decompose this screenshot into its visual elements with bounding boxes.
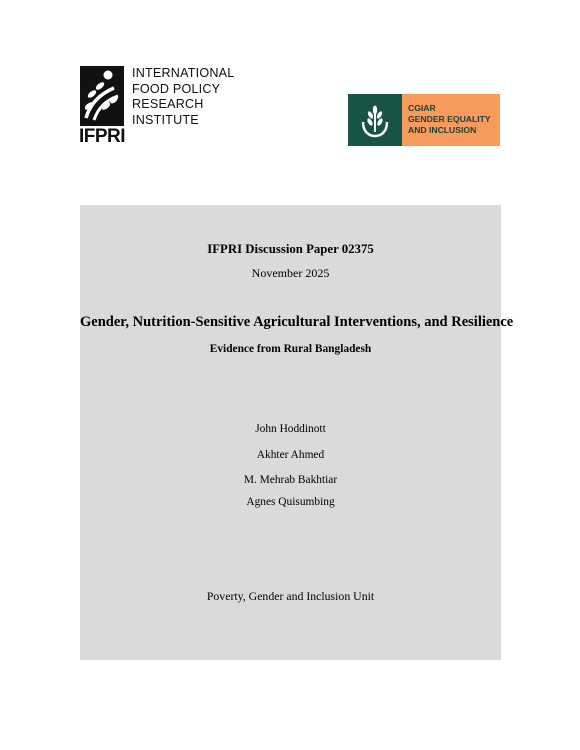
author-name: Akhter Ahmed (256, 449, 325, 461)
author-name: John Hoddinott (255, 423, 326, 435)
cgiar-wheat-icon (348, 94, 402, 146)
paper-subtitle: Evidence from Rural Bangladesh (209, 343, 372, 355)
paper-title: Gender, Nutrition-Sensitive Agricultural Interventions, and Resilience (80, 314, 514, 330)
publication-date: November 2025 (251, 266, 330, 280)
cgiar-label-line: CGIAR (408, 103, 436, 113)
ifpri-wordmark-line: INTERNATIONAL (132, 66, 235, 80)
author-name: Agnes Quisumbing (246, 496, 335, 508)
cgiar-label-line: GENDER EQUALITY (408, 114, 491, 124)
research-unit: Poverty, Gender and Inclusion Unit (206, 589, 375, 603)
ifpri-wordmark-line: FOOD POLICY (132, 81, 221, 96)
paper-series: IFPRI Discussion Paper 02375 (207, 242, 374, 256)
ifpri-wordmark-line: INSTITUTE (132, 112, 199, 127)
cgiar-logo (348, 94, 500, 146)
ifpri-wordmark-line: RESEARCH (132, 97, 204, 112)
ifpri-wordmark (132, 66, 234, 128)
cgiar-label-line: AND INCLUSION (408, 125, 477, 135)
cgiar-label (402, 94, 500, 146)
ifpri-logo (80, 66, 240, 148)
author-name: M. Mehrab Bakhtiar (243, 474, 338, 486)
title-block (80, 205, 514, 660)
ifpri-acronym: IFPRI (79, 126, 126, 147)
